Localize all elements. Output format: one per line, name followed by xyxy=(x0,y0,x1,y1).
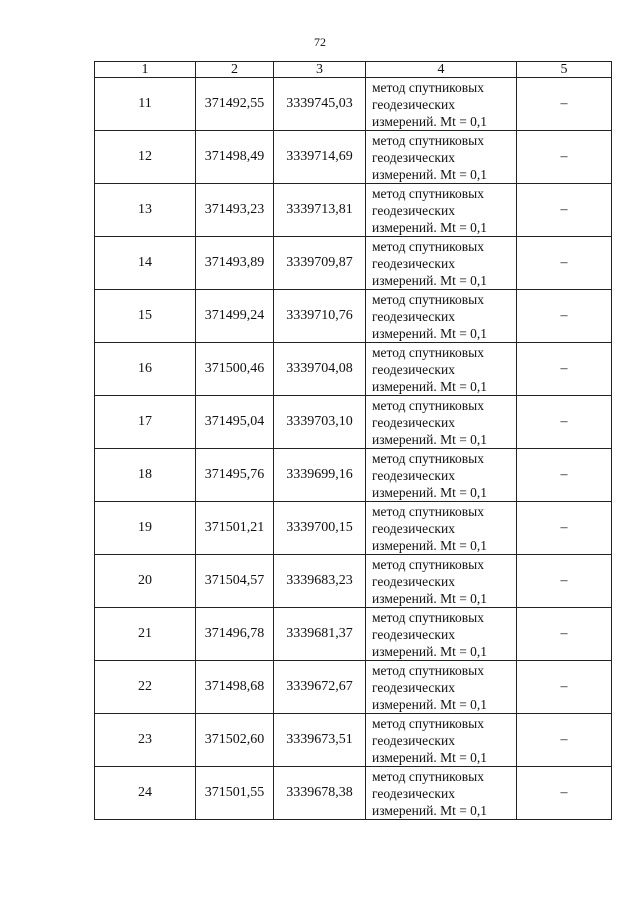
y-coordinate-cell: 3339683,23 xyxy=(274,555,366,608)
method-line: геодезических xyxy=(372,149,455,165)
y-coordinate-cell: 3339709,87 xyxy=(274,237,366,290)
note-dash: – xyxy=(560,202,568,217)
method-cell xyxy=(366,78,517,131)
x-coordinate-cell: 371498,68 xyxy=(196,661,274,714)
method-line: метод спутниковых xyxy=(372,609,484,625)
method-line: измерений. Mt = 0,1 xyxy=(372,166,488,182)
note-cell xyxy=(517,661,612,714)
point-number-cell: 23 xyxy=(95,714,196,767)
table-row xyxy=(95,184,612,237)
table-body xyxy=(95,62,612,820)
x-coordinate-cell: 371501,55 xyxy=(196,767,274,820)
method-cell xyxy=(366,290,517,343)
table-row xyxy=(95,78,612,131)
y-coordinate-cell: 3339672,67 xyxy=(274,661,366,714)
method-line: геодезических xyxy=(372,679,455,695)
method-cell xyxy=(366,608,517,661)
y-coordinate-cell: 3339673,51 xyxy=(274,714,366,767)
note-cell xyxy=(517,714,612,767)
method-line: геодезических xyxy=(372,467,455,483)
table-row xyxy=(95,290,612,343)
table-row xyxy=(95,237,612,290)
note-dash: – xyxy=(560,414,568,429)
point-number-cell: 21 xyxy=(95,608,196,661)
method-cell xyxy=(366,714,517,767)
method-cell xyxy=(366,449,517,502)
x-coordinate-cell: 371500,46 xyxy=(196,343,274,396)
method-line: метод спутниковых xyxy=(372,662,484,678)
page-number: 72 xyxy=(314,35,326,49)
note-dash: – xyxy=(560,679,568,694)
point-number-cell: 24 xyxy=(95,767,196,820)
method-line: геодезических xyxy=(372,732,455,748)
header-cell-2: 2 xyxy=(196,62,274,78)
x-coordinate-cell: 371502,60 xyxy=(196,714,274,767)
note-cell xyxy=(517,449,612,502)
method-line: измерений. Mt = 0,1 xyxy=(372,113,488,129)
y-coordinate-cell: 3339704,08 xyxy=(274,343,366,396)
point-number-cell: 12 xyxy=(95,131,196,184)
method-line: измерений. Mt = 0,1 xyxy=(372,643,488,659)
note-dash: – xyxy=(560,573,568,588)
y-coordinate-cell: 3339713,81 xyxy=(274,184,366,237)
method-line: геодезических xyxy=(372,308,455,324)
table-row xyxy=(95,396,612,449)
coordinates-table xyxy=(94,61,612,820)
point-number-cell: 11 xyxy=(95,78,196,131)
table-row xyxy=(95,661,612,714)
point-number-cell: 17 xyxy=(95,396,196,449)
header-cell-3: 3 xyxy=(274,62,366,78)
point-number-cell: 15 xyxy=(95,290,196,343)
header-cell-5: 5 xyxy=(517,62,612,78)
method-line: геодезических xyxy=(372,202,455,218)
method-cell xyxy=(366,661,517,714)
x-coordinate-cell: 371495,76 xyxy=(196,449,274,502)
method-cell xyxy=(366,131,517,184)
point-number-cell: 19 xyxy=(95,502,196,555)
method-line: геодезических xyxy=(372,96,455,112)
table-row xyxy=(95,767,612,820)
x-coordinate-cell: 371493,89 xyxy=(196,237,274,290)
method-line: метод спутниковых xyxy=(372,344,484,360)
method-line: измерений. Mt = 0,1 xyxy=(372,749,488,765)
method-line: метод спутниковых xyxy=(372,79,484,95)
method-line: метод спутниковых xyxy=(372,768,484,784)
note-cell xyxy=(517,237,612,290)
table-row xyxy=(95,608,612,661)
y-coordinate-cell: 3339745,03 xyxy=(274,78,366,131)
method-line: измерений. Mt = 0,1 xyxy=(372,219,488,235)
method-line: измерений. Mt = 0,1 xyxy=(372,431,488,447)
method-line: метод спутниковых xyxy=(372,715,484,731)
note-cell xyxy=(517,396,612,449)
x-coordinate-cell: 371495,04 xyxy=(196,396,274,449)
y-coordinate-cell: 3339710,76 xyxy=(274,290,366,343)
x-coordinate-cell: 371504,57 xyxy=(196,555,274,608)
note-dash: – xyxy=(560,626,568,641)
method-cell xyxy=(366,555,517,608)
table-header-row xyxy=(95,62,612,78)
note-dash: – xyxy=(560,361,568,376)
table-row xyxy=(95,131,612,184)
point-number-cell: 16 xyxy=(95,343,196,396)
note-dash: – xyxy=(560,785,568,800)
table-row xyxy=(95,343,612,396)
note-dash: – xyxy=(560,308,568,323)
method-line: измерений. Mt = 0,1 xyxy=(372,537,488,553)
note-dash: – xyxy=(560,96,568,111)
method-line: метод спутниковых xyxy=(372,556,484,572)
x-coordinate-cell: 371492,55 xyxy=(196,78,274,131)
y-coordinate-cell: 3339678,38 xyxy=(274,767,366,820)
table-row xyxy=(95,449,612,502)
x-coordinate-cell: 371498,49 xyxy=(196,131,274,184)
method-line: геодезических xyxy=(372,626,455,642)
method-line: измерений. Mt = 0,1 xyxy=(372,590,488,606)
y-coordinate-cell: 3339699,16 xyxy=(274,449,366,502)
method-cell xyxy=(366,343,517,396)
point-number-cell: 22 xyxy=(95,661,196,714)
method-line: метод спутниковых xyxy=(372,397,484,413)
method-line: измерений. Mt = 0,1 xyxy=(372,378,488,394)
header-cell-1: 1 xyxy=(95,62,196,78)
method-line: геодезических xyxy=(372,255,455,271)
method-line: геодезических xyxy=(372,414,455,430)
method-line: метод спутниковых xyxy=(372,132,484,148)
note-dash: – xyxy=(560,520,568,535)
note-cell xyxy=(517,343,612,396)
note-cell xyxy=(517,767,612,820)
method-line: измерений. Mt = 0,1 xyxy=(372,484,488,500)
note-dash: – xyxy=(560,467,568,482)
method-cell xyxy=(366,767,517,820)
x-coordinate-cell: 371501,21 xyxy=(196,502,274,555)
note-dash: – xyxy=(560,732,568,747)
method-line: измерений. Mt = 0,1 xyxy=(372,325,488,341)
point-number-cell: 18 xyxy=(95,449,196,502)
note-cell xyxy=(517,502,612,555)
method-line: метод спутниковых xyxy=(372,503,484,519)
method-line: измерений. Mt = 0,1 xyxy=(372,802,488,818)
table-row xyxy=(95,502,612,555)
y-coordinate-cell: 3339700,15 xyxy=(274,502,366,555)
note-cell xyxy=(517,184,612,237)
method-cell xyxy=(366,184,517,237)
note-cell xyxy=(517,608,612,661)
point-number-cell: 14 xyxy=(95,237,196,290)
method-cell xyxy=(366,396,517,449)
method-line: метод спутниковых xyxy=(372,185,484,201)
point-number-cell: 20 xyxy=(95,555,196,608)
table-row xyxy=(95,555,612,608)
y-coordinate-cell: 3339681,37 xyxy=(274,608,366,661)
note-cell xyxy=(517,78,612,131)
y-coordinate-cell: 3339714,69 xyxy=(274,131,366,184)
method-line: геодезических xyxy=(372,573,455,589)
x-coordinate-cell: 371496,78 xyxy=(196,608,274,661)
method-line: измерений. Mt = 0,1 xyxy=(372,696,488,712)
method-line: метод спутниковых xyxy=(372,291,484,307)
method-line: геодезических xyxy=(372,361,455,377)
method-line: метод спутниковых xyxy=(372,238,484,254)
note-cell xyxy=(517,131,612,184)
method-line: измерений. Mt = 0,1 xyxy=(372,272,488,288)
note-dash: – xyxy=(560,255,568,270)
y-coordinate-cell: 3339703,10 xyxy=(274,396,366,449)
method-line: геодезических xyxy=(372,520,455,536)
method-line: геодезических xyxy=(372,785,455,801)
note-dash: – xyxy=(560,149,568,164)
note-cell xyxy=(517,555,612,608)
note-cell xyxy=(517,290,612,343)
table-row xyxy=(95,714,612,767)
method-line: метод спутниковых xyxy=(372,450,484,466)
x-coordinate-cell: 371499,24 xyxy=(196,290,274,343)
x-coordinate-cell: 371493,23 xyxy=(196,184,274,237)
point-number-cell: 13 xyxy=(95,184,196,237)
method-cell xyxy=(366,502,517,555)
method-cell xyxy=(366,237,517,290)
header-cell-4: 4 xyxy=(366,62,517,78)
